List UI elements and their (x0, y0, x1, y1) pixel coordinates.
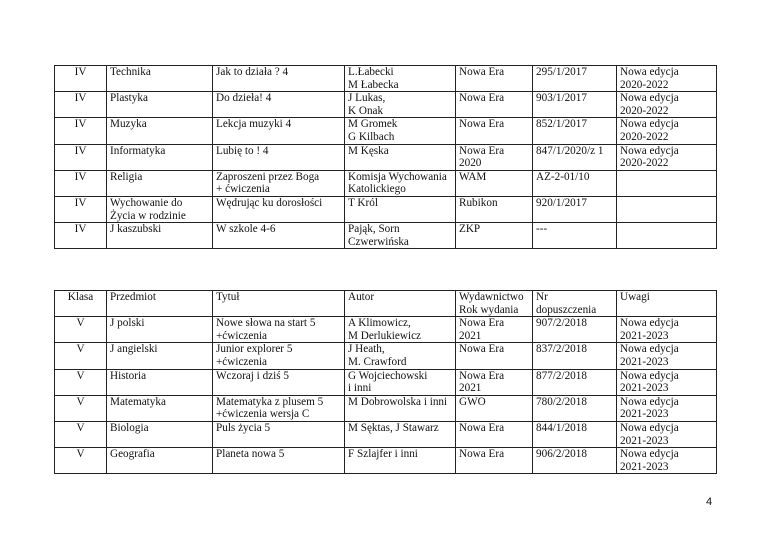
header-tytul (213, 291, 345, 317)
autor-cell (345, 170, 456, 196)
autor-cell (345, 395, 456, 421)
header-wydawnictwo-text: Wydawnictwo Rok wydania (459, 291, 524, 316)
nr-dopuszczenia-text: 906/2/2018 (536, 448, 587, 461)
autor-text: G Wojciechowski i inni (348, 369, 428, 395)
tytul-text: Wędrując ku dorosłości (216, 196, 323, 209)
nr-dopuszczenia-text: 837/2/2018 (536, 343, 587, 356)
autor-cell (345, 223, 456, 249)
tytul-text: Wczoraj i dziś 5 (216, 369, 289, 382)
tytul-text: Lubię to ! 4 (216, 144, 269, 157)
page-number: 4 (706, 496, 713, 508)
przedmiot-text: Religia (110, 170, 143, 183)
uwagi-text: Nowa edycja 2021-2023 (620, 395, 679, 421)
przedmiot-text: Geografia (110, 448, 155, 461)
wydawnictwo-text: GWO (459, 395, 486, 408)
klasa-text: V (76, 369, 85, 382)
header-tytul-text: Tytuł (216, 291, 240, 303)
autor-cell (345, 448, 456, 474)
uwagi-text: Nowa edycja 2020-2022 (620, 66, 679, 91)
nr-dopuszczenia-text: 907/2/2018 (536, 317, 587, 330)
klasa-text: IV (74, 196, 87, 209)
uwagi-cell (617, 421, 717, 447)
nr-dopuszczenia-cell (533, 170, 617, 196)
przedmiot-text: Technika (110, 66, 151, 78)
autor-cell (345, 343, 456, 369)
autor-cell (345, 118, 456, 144)
nr-dopuszczenia-cell (533, 317, 617, 343)
nr-dopuszczenia-cell (533, 395, 617, 421)
przedmiot-cell (107, 369, 213, 395)
klasa-cell (55, 118, 107, 144)
autor-text: M Kęska (348, 144, 389, 157)
wydawnictwo-cell (456, 421, 533, 447)
tytul-text: Puls życia 5 (216, 421, 271, 434)
tytul-text: Jak to działa ? 4 (216, 66, 289, 78)
przedmiot-text: Wychowanie do Życia w rodzinie (110, 196, 186, 222)
klasa-cell (55, 170, 107, 196)
tytul-cell (213, 223, 345, 249)
nr-dopuszczenia-cell (533, 343, 617, 369)
nr-dopuszczenia-text: 780/2/2018 (536, 395, 587, 408)
przedmiot-text: Muzyka (110, 118, 147, 131)
tytul-text: W szkole 4-6 (216, 223, 276, 236)
klasa-text: V (76, 317, 85, 330)
wydawnictwo-text: WAM (459, 170, 487, 183)
tytul-cell (213, 317, 345, 343)
klasa-cell (55, 196, 107, 222)
autor-text: M Dobrowolska i inni (348, 395, 448, 408)
table-row (55, 223, 717, 249)
table-row (55, 92, 717, 118)
autor-cell (345, 317, 456, 343)
uwagi-text: Nowa edycja 2021-2023 (620, 369, 679, 395)
autor-text: A Klimowicz, M Derlukiewicz (348, 317, 422, 342)
tytul-cell (213, 421, 345, 447)
uwagi-cell (617, 343, 717, 369)
uwagi-cell (617, 118, 717, 144)
wydawnictwo-cell (456, 66, 533, 92)
autor-text: J Lukas, K Onak (348, 92, 386, 117)
wydawnictwo-text: Nowa Era 2020 (459, 144, 505, 170)
przedmiot-cell (107, 196, 213, 222)
klasa-cell (55, 66, 107, 92)
tytul-text: Do dzieła! 4 (216, 92, 272, 105)
header-uwagi-text: Uwagi (620, 291, 650, 303)
klasa-cell (55, 144, 107, 170)
nr-dopuszczenia-cell (533, 223, 617, 249)
autor-text: L.Łabecki M Łabecka (348, 66, 399, 91)
uwagi-text: Nowa edycja 2020-2022 (620, 118, 679, 143)
przedmiot-text: J polski (110, 317, 145, 330)
table-row (55, 170, 717, 196)
wydawnictwo-cell (456, 170, 533, 196)
table-row (55, 395, 717, 421)
uwagi-cell (617, 170, 717, 196)
nr-dopuszczenia-text: 903/1/2017 (536, 92, 587, 105)
tytul-text: Planeta nowa 5 (216, 448, 285, 461)
tytul-cell (213, 369, 345, 395)
uwagi-text: Nowa edycja 2020-2022 (620, 92, 679, 117)
uwagi-cell (617, 196, 717, 222)
autor-cell (345, 369, 456, 395)
tytul-text: Junior explorer 5 +ćwiczenia (216, 343, 293, 368)
uwagi-text: Nowa edycja 2021-2023 (620, 421, 679, 447)
nr-dopuszczenia-text: 844/1/2018 (536, 421, 587, 434)
nr-dopuszczenia-cell (533, 118, 617, 144)
table-row (55, 448, 717, 474)
tytul-text: Zaproszeni przez Boga + ćwiczenia (216, 170, 320, 196)
uwagi-cell (617, 144, 717, 170)
nr-dopuszczenia-cell (533, 92, 617, 118)
klasa-text: IV (74, 223, 87, 236)
uwagi-cell (617, 223, 717, 249)
klasa-text: IV (74, 66, 87, 78)
header-autor (345, 291, 456, 317)
uwagi-cell (617, 395, 717, 421)
klasa-text: IV (74, 92, 87, 105)
wydawnictwo-cell (456, 144, 533, 170)
przedmiot-text: Plastyka (110, 92, 148, 105)
wydawnictwo-cell (456, 92, 533, 118)
table-row (55, 118, 717, 144)
table-row (55, 343, 717, 369)
tytul-text: Lekcja muzyki 4 (216, 118, 292, 131)
nr-dopuszczenia-text: 920/1/2017 (536, 196, 587, 209)
autor-text: T Król (348, 196, 378, 209)
header-nr-dopuszczenia (533, 291, 617, 317)
wydawnictwo-text: Rubikon (459, 196, 498, 209)
header-autor-text: Autor (348, 291, 375, 303)
nr-dopuszczenia-cell (533, 421, 617, 447)
wydawnictwo-text: Nowa Era 2021 (459, 317, 505, 342)
wydawnictwo-text: Nowa Era (459, 92, 505, 105)
przedmiot-cell (107, 421, 213, 447)
nr-dopuszczenia-text: 847/1/2020/z 1 (536, 144, 604, 157)
nr-dopuszczenia-cell (533, 66, 617, 92)
wydawnictwo-cell (456, 369, 533, 395)
wydawnictwo-cell (456, 317, 533, 343)
nr-dopuszczenia-cell (533, 369, 617, 395)
wydawnictwo-text: Nowa Era (459, 343, 505, 356)
autor-text: F Szlajfer i inni (348, 448, 418, 461)
przedmiot-cell (107, 395, 213, 421)
uwagi-cell (617, 369, 717, 395)
header-uwagi (617, 291, 717, 317)
tytul-cell (213, 66, 345, 92)
wydawnictwo-text: ZKP (459, 223, 481, 236)
wydawnictwo-text: Nowa Era (459, 66, 505, 78)
wydawnictwo-cell (456, 196, 533, 222)
klasa-cell (55, 317, 107, 343)
przedmiot-cell (107, 448, 213, 474)
wydawnictwo-cell (456, 448, 533, 474)
table-row (55, 196, 717, 222)
przedmiot-cell (107, 144, 213, 170)
wydawnictwo-text: Nowa Era 2021 (459, 369, 505, 395)
header-przedmiot (107, 291, 213, 317)
header-klasa-text: Klasa (67, 291, 94, 303)
header-przedmiot-text: Przedmiot (110, 291, 156, 303)
textbook-table-grade-5 (54, 290, 717, 474)
klasa-cell (55, 223, 107, 249)
table-row (55, 66, 717, 92)
klasa-cell (55, 395, 107, 421)
tytul-cell (213, 196, 345, 222)
uwagi-text: Nowa edycja 2021-2023 (620, 448, 679, 473)
przedmiot-cell (107, 66, 213, 92)
table-row (55, 421, 717, 447)
tytul-text: Nowe słowa na start 5 +ćwiczenia (216, 317, 316, 342)
klasa-text: V (76, 448, 85, 461)
autor-text: M Sęktas, J Stawarz (348, 421, 439, 434)
textbook-table-grade-4 (54, 65, 717, 249)
przedmiot-text: J angielski (110, 343, 158, 356)
przedmiot-text: Matematyka (110, 395, 166, 408)
przedmiot-text: J kaszubski (110, 223, 162, 236)
tytul-cell (213, 118, 345, 144)
przedmiot-cell (107, 118, 213, 144)
uwagi-text: Nowa edycja 2021-2023 (620, 343, 679, 368)
uwagi-cell (617, 317, 717, 343)
nr-dopuszczenia-cell (533, 144, 617, 170)
klasa-cell (55, 421, 107, 447)
klasa-text: V (76, 395, 85, 408)
przedmiot-text: Biologia (110, 421, 149, 434)
klasa-text: IV (74, 144, 87, 157)
autor-cell (345, 92, 456, 118)
header-wydawnictwo (456, 291, 533, 317)
nr-dopuszczenia-text: AZ-2-01/10 (536, 170, 590, 183)
autor-cell (345, 144, 456, 170)
uwagi-cell (617, 66, 717, 92)
wydawnictwo-text: Nowa Era (459, 118, 505, 131)
autor-text: Komisja Wychowania Katolickiego (348, 170, 447, 196)
autor-text: M Gromek G Kilbach (348, 118, 398, 143)
klasa-text: V (76, 343, 85, 356)
klasa-text: IV (74, 118, 87, 131)
wydawnictwo-text: Nowa Era (459, 421, 505, 434)
wydawnictwo-cell (456, 395, 533, 421)
przedmiot-cell (107, 317, 213, 343)
header-row (55, 291, 717, 317)
klasa-cell (55, 369, 107, 395)
klasa-text: IV (74, 170, 87, 183)
przedmiot-cell (107, 92, 213, 118)
autor-text: Pająk, Sorn Czwerwińska (348, 223, 409, 248)
tytul-cell (213, 395, 345, 421)
wydawnictwo-cell (456, 223, 533, 249)
autor-text: J Heath, M. Crawford (348, 343, 407, 368)
wydawnictwo-text: Nowa Era (459, 448, 505, 461)
uwagi-cell (617, 92, 717, 118)
klasa-cell (55, 448, 107, 474)
klasa-cell (55, 92, 107, 118)
tytul-cell (213, 448, 345, 474)
autor-cell (345, 66, 456, 92)
nr-dopuszczenia-text: 295/1/2017 (536, 66, 587, 78)
tytul-cell (213, 170, 345, 196)
uwagi-text: Nowa edycja 2020-2022 (620, 144, 679, 170)
przedmiot-text: Informatyka (110, 144, 166, 157)
klasa-text: V (76, 421, 85, 434)
klasa-cell (55, 343, 107, 369)
wydawnictwo-cell (456, 343, 533, 369)
header-klasa (55, 291, 107, 317)
przedmiot-text: Historia (110, 369, 147, 382)
uwagi-text: Nowa edycja 2021-2023 (620, 317, 679, 342)
przedmiot-cell (107, 223, 213, 249)
tytul-cell (213, 343, 345, 369)
nr-dopuszczenia-cell (533, 448, 617, 474)
table-row (55, 144, 717, 170)
tytul-cell (213, 92, 345, 118)
przedmiot-cell (107, 343, 213, 369)
table-row (55, 369, 717, 395)
tytul-text: Matematyka z plusem 5 +ćwiczenia wersja C (216, 395, 324, 421)
autor-cell (345, 196, 456, 222)
autor-cell (345, 421, 456, 447)
tytul-cell (213, 144, 345, 170)
nr-dopuszczenia-text: 852/1/2017 (536, 118, 587, 131)
wydawnictwo-cell (456, 118, 533, 144)
nr-dopuszczenia-text: 877/2/2018 (536, 369, 587, 382)
przedmiot-cell (107, 170, 213, 196)
header-nr-dopuszczenia-text: Nr dopuszczenia (536, 291, 597, 316)
nr-dopuszczenia-text: --- (536, 223, 548, 236)
table-row (55, 317, 717, 343)
uwagi-cell (617, 448, 717, 474)
nr-dopuszczenia-cell (533, 196, 617, 222)
